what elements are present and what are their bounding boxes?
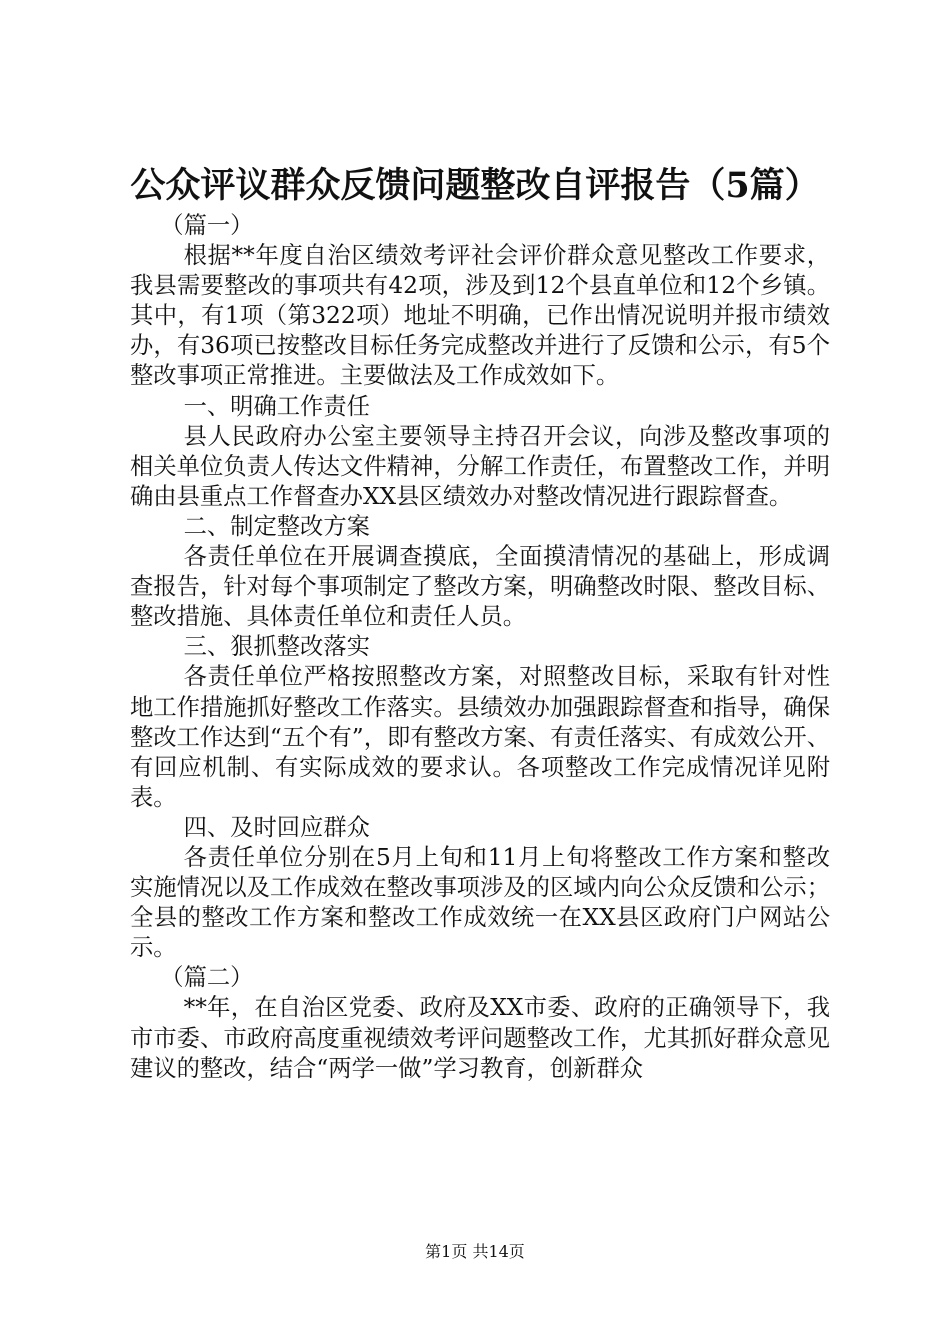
subheading: 一、明确工作责任	[183, 392, 370, 420]
paragraph: 各责任单位在开展调查摸底，全面摸清情况的基础上，形成调查报告，针对每个事项制定了整改方案，明确整改时限、整改目标、整改措施、具体责任单位和责任人员。	[130, 543, 830, 631]
section-label: （篇二）	[160, 964, 254, 992]
paragraph: **年，在自治区党委、政府及XX市委、政府的正确领导下，我市市委、市政府高度重视绩效考评问题整改工作，尤其抓好群众意见建议的整改，结合“两学一做”学习教育，创新群众	[130, 994, 830, 1082]
subheading: 四、及时回应群众	[183, 813, 370, 841]
page-number: 第1页 共14页	[425, 1242, 525, 1261]
document-body	[130, 211, 830, 1084]
paragraph: 各责任单位分别在5月上旬和11月上旬将整改工作方案和整改实施情况以及工作成效在整改事项涉及的区域内向公众反馈和公示；全县的整改工作方案和整改工作成效统一在XX县区政府门户网站公示。	[130, 843, 830, 962]
paragraph: 根据**年度自治区绩效考评社会评价群众意见整改工作要求，我县需要整改的事项共有42项，涉及到12个县直单位和12个乡镇。其中，有1项（第322项）地址不明确，已作出情况说明并报市绩效办，有36项已按整改目标任务完成整改并进行了反馈和公示，有5个整改事项正常推进。主要做法及工作成效如下。	[130, 242, 830, 390]
section-label: （篇一）	[160, 212, 254, 239]
paragraph: 各责任单位严格按照整改方案，对照整改目标，采取有针对性地工作措施抓好整改工作落实。县绩效办加强跟踪督查和指导，确保整改工作达到“五个有”，即有整改方案、有责任落实、有成效公开、有回应机制、有实际成效的要求认。各项整改工作完成情况详见附表。	[130, 663, 830, 811]
subheading: 二、制定整改方案	[183, 512, 370, 540]
paragraph: 县人民政府办公室主要领导主持召开会议，向涉及整改事项的相关单位负责人传达文件精神，分解工作责任，布置整改工作，并明确由县重点工作督查办XX县区绩效办对整改情况进行跟踪督查。	[130, 422, 830, 510]
document-title: 公众评议群众反馈问题整改自评报告（5篇）	[130, 165, 820, 206]
subheading: 三、狠抓整改落实	[183, 633, 370, 661]
